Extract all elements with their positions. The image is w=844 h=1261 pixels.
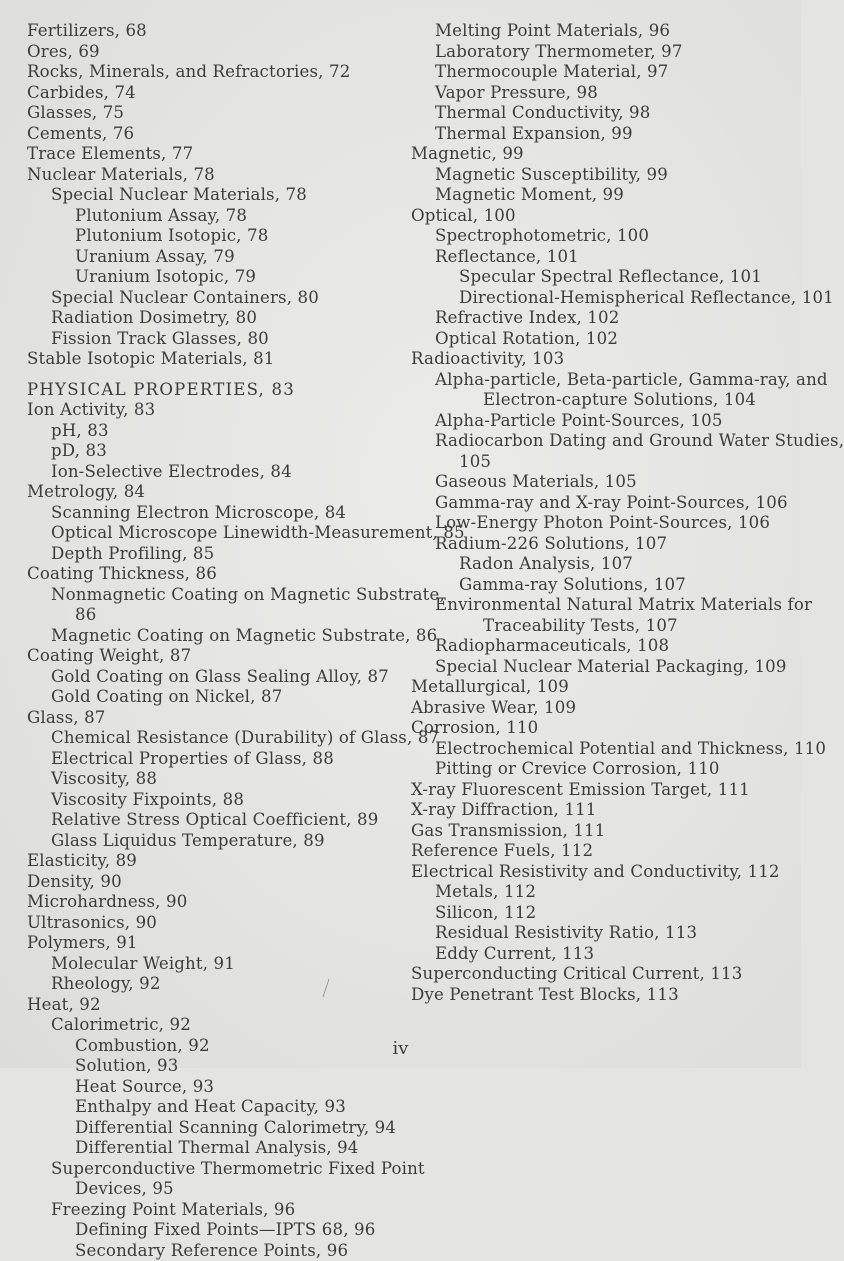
index-entry-text: Glasses, 75 (27, 103, 124, 122)
index-entry (27, 1241, 392, 1261)
index-entry-text: Uranium Assay, 79 (75, 247, 235, 266)
index-entry (27, 892, 392, 913)
index-entry (27, 62, 392, 83)
index-entry-text: Fission Track Glasses, 80 (51, 329, 269, 348)
index-entry (27, 400, 392, 421)
index-entry-text: Fertilizers, 68 (27, 21, 147, 40)
index-entry (411, 698, 796, 719)
index-entry (27, 349, 392, 370)
index-entry (411, 472, 796, 493)
index-entry (27, 851, 392, 872)
index-entry-text: Gamma-ray Solutions, 107 (459, 575, 686, 594)
index-entry-text: Optical Microscope Linewidth-Measurement, 85 (51, 523, 465, 542)
index-entry (27, 1159, 392, 1200)
index-entry (411, 411, 796, 432)
index-entry-text: Combustion, 92 (75, 1036, 210, 1055)
index-entry (27, 687, 392, 708)
index-entry-text: Depth Profiling, 85 (51, 544, 214, 563)
index-entry-text: Ion-Selective Electrodes, 84 (51, 462, 292, 481)
index-entry-text: Heat Source, 93 (75, 1077, 214, 1096)
index-entry-text: Solution, 93 (75, 1056, 178, 1075)
index-entry (411, 185, 796, 206)
index-entry-text: Coating Weight, 87 (27, 646, 191, 665)
index-entry-text: Eddy Current, 113 (435, 944, 594, 963)
index-entry-text: Ores, 69 (27, 42, 100, 61)
index-entry-text: Radiopharmaceuticals, 108 (435, 636, 669, 655)
index-entry-text: pH, 83 (51, 421, 109, 440)
index-entry (27, 564, 392, 585)
index-entry-text: Relative Stress Optical Coefficient, 89 (51, 810, 378, 829)
index-entry (411, 923, 796, 944)
index-entry (27, 329, 392, 350)
index-entry-text: Corrosion, 110 (411, 718, 538, 737)
index-entry-text: Environmental Natural Matrix Materials for (435, 595, 812, 614)
index-entry-text: Microhardness, 90 (27, 892, 187, 911)
index-entry (27, 1118, 392, 1139)
index-entry (411, 985, 796, 1006)
index-entry-text: Gamma-ray and X-ray Point-Sources, 106 (435, 493, 788, 512)
index-entry (411, 308, 796, 329)
index-entry-text: Thermocouple Material, 97 (435, 62, 668, 81)
index-entry-text: Radiation Dosimetry, 80 (51, 308, 257, 327)
index-entry-text: Ultrasonics, 90 (27, 913, 157, 932)
index-entry (27, 872, 392, 893)
index-entry-continuation: Devices, 95 (51, 1179, 392, 1200)
index-entry (27, 954, 392, 975)
index-entry (411, 534, 796, 555)
index-entry (27, 523, 392, 544)
index-entry-text: Electrical Properties of Glass, 88 (51, 749, 334, 768)
index-entry (27, 206, 392, 227)
index-entry (411, 329, 796, 350)
index-entry-continuation: Electron-capture Solutions, 104 (435, 390, 796, 411)
index-entry-continuation: 86 (51, 605, 392, 626)
index-entry-text: Low-Energy Photon Point-Sources, 106 (435, 513, 770, 532)
index-entry-text: Radium-226 Solutions, 107 (435, 534, 667, 553)
index-entry (411, 349, 796, 370)
index-entry-text: PHYSICAL PROPERTIES, 83 (27, 380, 295, 399)
index-entry-text: Metals, 112 (435, 882, 536, 901)
index-entry-text: Alpha-particle, Beta-particle, Gamma-ray, and (435, 370, 828, 389)
index-entry-text: Special Nuclear Materials, 78 (51, 185, 307, 204)
index-entry-text: Molecular Weight, 91 (51, 954, 235, 973)
index-entry-text: Residual Resistivity Ratio, 113 (435, 923, 697, 942)
index-entry-text: Freezing Point Materials, 96 (51, 1200, 295, 1219)
index-entry (411, 841, 796, 862)
index-entry-text: Reference Fuels, 112 (411, 841, 593, 860)
index-entry-text: Viscosity Fixpoints, 88 (51, 790, 244, 809)
index-entry-text: Gold Coating on Nickel, 87 (51, 687, 282, 706)
index-entry-text: Magnetic Susceptibility, 99 (435, 165, 668, 184)
index-entry-text: Vapor Pressure, 98 (435, 83, 598, 102)
index-entry (411, 882, 796, 903)
index-entry (411, 165, 796, 186)
index-entry (411, 206, 796, 227)
index-entry-text: Radon Analysis, 107 (459, 554, 633, 573)
index-entry (411, 288, 796, 309)
index-entry (27, 626, 392, 647)
index-entry (411, 431, 796, 472)
index-entry-text: Metallurgical, 109 (411, 677, 569, 696)
index-entry (27, 646, 392, 667)
index-entry (27, 933, 392, 954)
index-entry-text: Magnetic Coating on Magnetic Substrate, 86 (51, 626, 437, 645)
index-entry-text: Abrasive Wear, 109 (411, 698, 576, 717)
index-entry-text: Metrology, 84 (27, 482, 145, 501)
index-entry-text: Spectrophotometric, 100 (435, 226, 649, 245)
index-entry-text: Glass, 87 (27, 708, 106, 727)
index-entry (27, 1200, 392, 1221)
index-entry (411, 800, 796, 821)
index-entry-text: Special Nuclear Material Packaging, 109 (435, 657, 787, 676)
index-entry-text: Gas Transmission, 111 (411, 821, 605, 840)
index-entry-text: Melting Point Materials, 96 (435, 21, 670, 40)
page-number: iv (0, 1038, 801, 1059)
index-entry (411, 780, 796, 801)
index-column-left (27, 21, 392, 1261)
index-entry-text: Alpha-Particle Point-Sources, 105 (435, 411, 723, 430)
index-entry-text: Radiocarbon Dating and Ground Water Studies, (435, 431, 844, 450)
index-entry-text: Differential Scanning Calorimetry, 94 (75, 1118, 396, 1137)
index-entry (27, 913, 392, 934)
index-entry (27, 247, 392, 268)
index-entry (27, 749, 392, 770)
index-entry-continuation: Traceability Tests, 107 (435, 616, 796, 637)
index-entry-text: pD, 83 (51, 441, 107, 460)
index-entry (27, 790, 392, 811)
index-entry (411, 821, 796, 842)
index-entry-text: Optical Rotation, 102 (435, 329, 618, 348)
index-entry (27, 441, 392, 462)
index-entry (27, 226, 392, 247)
index-entry (411, 247, 796, 268)
index-entry-text: Directional-Hemispherical Reflectance, 101 (459, 288, 834, 307)
index-entry (411, 144, 796, 165)
index-entry-text: Gold Coating on Glass Sealing Alloy, 87 (51, 667, 389, 686)
section-heading (27, 380, 392, 401)
index-entry (411, 575, 796, 596)
index-entry (411, 513, 796, 534)
index-entry (411, 862, 796, 883)
index-entry-text: Ion Activity, 83 (27, 400, 155, 419)
index-entry-text: Rocks, Minerals, and Refractories, 72 (27, 62, 350, 81)
index-entry (27, 831, 392, 852)
index-entry (27, 1138, 392, 1159)
index-entry (27, 708, 392, 729)
index-entry (27, 974, 392, 995)
index-entry-text: Chemical Resistance (Durability) of Glass, 87 (51, 728, 439, 747)
index-entry-text: Pitting or Crevice Corrosion, 110 (435, 759, 720, 778)
index-entry-text: Carbides, 74 (27, 83, 136, 102)
index-entry (27, 1077, 392, 1098)
index-entry (27, 421, 392, 442)
index-entry (27, 124, 392, 145)
index-entry-text: Defining Fixed Points—IPTS 68, 96 (75, 1220, 375, 1239)
index-entry (411, 759, 796, 780)
index-entry-text: Superconductive Thermometric Fixed Point (51, 1159, 425, 1178)
index-entry (27, 544, 392, 565)
index-entry (27, 482, 392, 503)
index-entry (411, 944, 796, 965)
index-entry-text: Trace Elements, 77 (27, 144, 193, 163)
index-entry-text: Radioactivity, 103 (411, 349, 564, 368)
index-entry-text: Laboratory Thermometer, 97 (435, 42, 683, 61)
index-entry-text: Optical, 100 (411, 206, 516, 225)
index-entry-text: Scanning Electron Microscope, 84 (51, 503, 346, 522)
index-entry (27, 144, 392, 165)
index-entry-text: Gaseous Materials, 105 (435, 472, 637, 491)
index-column-right (411, 21, 796, 1005)
index-entry-text: Superconducting Critical Current, 113 (411, 964, 742, 983)
index-entry (411, 595, 796, 636)
index-entry (27, 83, 392, 104)
index-entry-text: Cements, 76 (27, 124, 134, 143)
index-entry-text: Density, 90 (27, 872, 122, 891)
index-entry (411, 964, 796, 985)
index-entry-text: Magnetic, 99 (411, 144, 524, 163)
index-entry-text: Nuclear Materials, 78 (27, 165, 215, 184)
index-entry (27, 995, 392, 1016)
index-entry (27, 462, 392, 483)
index-entry-text: Enthalpy and Heat Capacity, 93 (75, 1097, 346, 1116)
index-entry (411, 42, 796, 63)
index-entry (27, 769, 392, 790)
index-entry-text: Refractive Index, 102 (435, 308, 619, 327)
index-entry (411, 554, 796, 575)
index-entry (411, 370, 796, 411)
index-entry-text: Dye Penetrant Test Blocks, 113 (411, 985, 679, 1004)
index-entry-text: Differential Thermal Analysis, 94 (75, 1138, 359, 1157)
index-entry (27, 288, 392, 309)
index-entry-text: Rheology, 92 (51, 974, 161, 993)
index-entry (27, 165, 392, 186)
index-entry-text: Plutonium Isotopic, 78 (75, 226, 268, 245)
index-entry (27, 267, 392, 288)
index-entry (27, 810, 392, 831)
index-entry-text: Thermal Conductivity, 98 (435, 103, 650, 122)
index-entry (411, 903, 796, 924)
index-entry (411, 103, 796, 124)
index-entry (411, 739, 796, 760)
index-entry (411, 83, 796, 104)
index-entry (27, 21, 392, 42)
index-entry-text: Reflectance, 101 (435, 247, 579, 266)
index-entry (411, 62, 796, 83)
index-entry (27, 728, 392, 749)
index-entry (27, 1015, 392, 1036)
index-entry-text: Glass Liquidus Temperature, 89 (51, 831, 325, 850)
index-entry (411, 636, 796, 657)
index-entry-text: Specular Spectral Reflectance, 101 (459, 267, 762, 286)
index-entry (411, 226, 796, 247)
index-entry-text: Stable Isotopic Materials, 81 (27, 349, 275, 368)
index-entry-text: Electrical Resistivity and Conductivity, 112 (411, 862, 780, 881)
index-entry-text: Viscosity, 88 (51, 769, 157, 788)
index-entry (411, 124, 796, 145)
index-entry-text: Calorimetric, 92 (51, 1015, 191, 1034)
index-entry (411, 21, 796, 42)
index-entry-text: X-ray Fluorescent Emission Target, 111 (411, 780, 750, 799)
index-entry (27, 42, 392, 63)
index-entry-text: Nonmagnetic Coating on Magnetic Substrate, (51, 585, 445, 604)
index-entry (411, 657, 796, 678)
index-entry (27, 585, 392, 626)
index-entry (411, 493, 796, 514)
index-entry (27, 667, 392, 688)
index-entry (27, 1220, 392, 1241)
index-entry (27, 1097, 392, 1118)
index-entry (27, 1056, 392, 1077)
index-entry-text: Heat, 92 (27, 995, 101, 1014)
index-entry-text: Thermal Expansion, 99 (435, 124, 633, 143)
pencil-mark-icon (322, 978, 330, 998)
index-entry-text: Plutonium Assay, 78 (75, 206, 247, 225)
index-entry (411, 718, 796, 739)
index-entry (411, 677, 796, 698)
index-entry (27, 308, 392, 329)
index-entry-text: Uranium Isotopic, 79 (75, 267, 256, 286)
index-entry-text: Secondary Reference Points, 96 (75, 1241, 348, 1260)
index-entry-text: Electrochemical Potential and Thickness, 110 (435, 739, 826, 758)
index-entry (27, 503, 392, 524)
index-entry-continuation: 105 (435, 452, 796, 473)
index-entry-text: Silicon, 112 (435, 903, 536, 922)
index-entry-text: Coating Thickness, 86 (27, 564, 217, 583)
index-entry-text: Special Nuclear Containers, 80 (51, 288, 319, 307)
index-entry-text: Polymers, 91 (27, 933, 138, 952)
index-entry-text: Magnetic Moment, 99 (435, 185, 624, 204)
index-entry-text: Elasticity, 89 (27, 851, 137, 870)
index-entry (411, 267, 796, 288)
index-entry (27, 185, 392, 206)
index-entry (27, 103, 392, 124)
index-entry-text: X-ray Diffraction, 111 (411, 800, 597, 819)
